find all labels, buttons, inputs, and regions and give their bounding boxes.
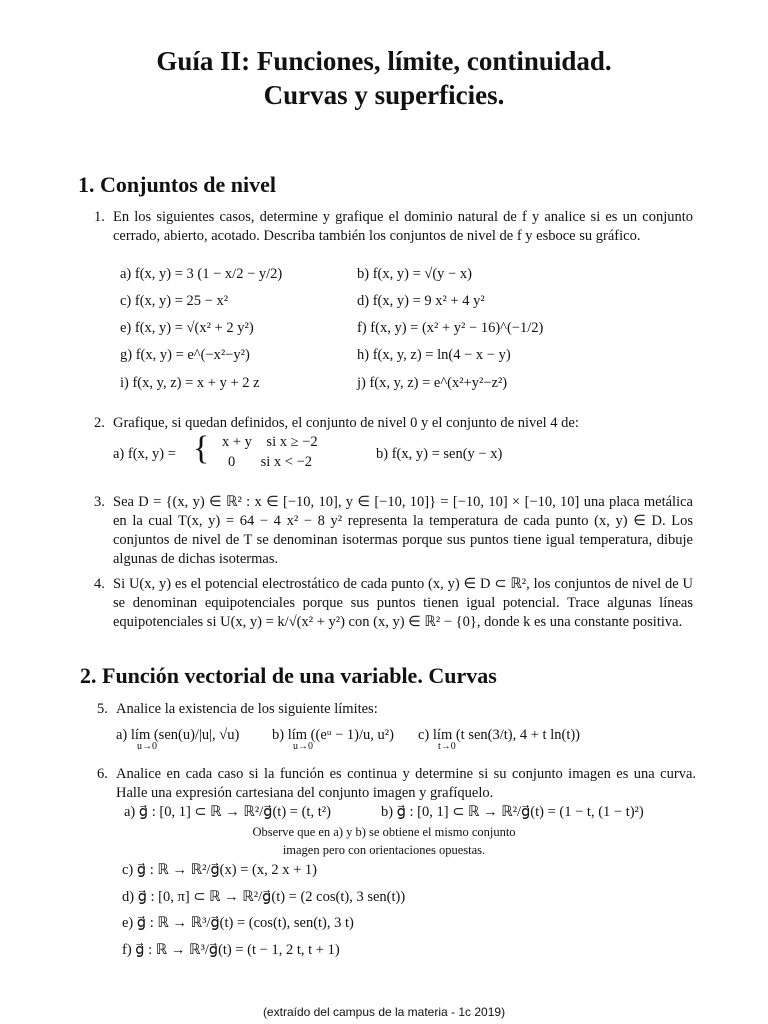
exercise-2-number: 2. [94, 415, 105, 431]
exercise-1-item-g: g) f(x, y) = e^(−x²−y²) [120, 347, 250, 363]
exercise-1-item-d: d) f(x, y) = 9 x² + 4 y² [357, 293, 485, 309]
exercise-1-item-a: a) f(x, y) = 3 (1 − x/2 − y/2) [120, 266, 283, 282]
exercise-6-note-line-2: imagen pero con orientaciones opuestas. [282, 843, 486, 857]
exercise-1-item-b: b) f(x, y) = √(y − x) [357, 266, 472, 282]
exercise-6-item-f: f) g⃗ : ℝ → ℝ³/g⃗(t) = (t − 1, 2 t, t + 1) [122, 942, 340, 958]
exercise-6-item-c: c) g⃗ : ℝ → ℝ²/g⃗(x) = (x, 2 x + 1) [122, 862, 317, 878]
exercise-1-number: 1. [94, 209, 105, 225]
page-title-line-2: Curvas y superficies. [263, 80, 505, 110]
exercise-6-item-a: a) g⃗ : [0, 1] ⊂ ℝ → ℝ²/g⃗(t) = (t, t²) [124, 804, 331, 820]
exercise-1-text: En los siguientes casos, determine y grafique el dominio natural de f y analice si es un conjunto cerrado, abierto, acotado. Describa también los conjuntos de nivel de f y esboce su gráfico. [113, 209, 693, 244]
section-1-heading: 1. Conjuntos de nivel [78, 172, 277, 197]
exercise-4-number: 4. [94, 576, 105, 592]
exercise-1-item-i: i) f(x, y, z) = x + y + 2 z [120, 375, 260, 391]
exercise-4-text: Si U(x, y) es el potencial electrostático de cada punto (x, y) ∈ D ⊂ ℝ², los conjuntos de nivel de U se denominan equipotenciales porque sus puntos tienen igual potencial. Trace algunas líneas equipotenciales si U(x, y) = k/√(x² + y²) con (x, y) ∈ ℝ² − {0}, donde k es una constante positiva. [113, 576, 693, 630]
exercise-5-item-c-subscript: t→0 [438, 741, 456, 752]
exercise-6-text: Analice en cada caso si la función es continua y determine si su conjunto imagen es una curva. Halle una expresión cartesiana del conjunto imagen y grafíquelo. [116, 766, 696, 801]
exercise-5-text: Analice la existencia de los siguiente límites: [116, 701, 378, 717]
section-2-heading: 2. Función vectorial de una variable. Curvas [80, 663, 497, 688]
exercise-3-number: 3. [94, 494, 105, 510]
exercise-5-item-a: a) lím (sen(u)/|u|, √u) [116, 727, 240, 743]
exercise-1-item-h: h) f(x, y, z) = ln(4 − x − y) [357, 347, 511, 363]
exercise-5-item-c: c) lím (t sen(3/t), 4 + t ln(t)) [418, 727, 580, 743]
exercise-1-item-e: e) f(x, y) = √(x² + 2 y²) [120, 320, 254, 336]
page-title-line-1: Guía II: Funciones, límite, continuidad. [156, 46, 612, 76]
exercise-5-number: 5. [97, 701, 108, 717]
exercise-2-item-b: b) f(x, y) = sen(y − x) [376, 446, 503, 462]
exercise-6-item-b: b) g⃗ : [0, 1] ⊂ ℝ → ℝ²/g⃗(t) = (1 − t, (1 − t)²) [381, 804, 644, 820]
exercise-6-item-e: e) g⃗ : ℝ → ℝ³/g⃗(t) = (cos(t), sen(t), 3 t) [122, 915, 354, 931]
exercise-6-item-d: d) g⃗ : [0, π] ⊂ ℝ → ℝ²/g⃗(t) = (2 cos(t), 3 sen(t)) [122, 889, 406, 905]
exercise-5-item-a-subscript: u→0 [137, 741, 157, 752]
exercise-5-item-b: b) lím ((eᵘ − 1)/u, u²) [272, 727, 394, 743]
exercise-5-item-b-subscript: u→0 [293, 741, 313, 752]
exercise-6-number: 6. [97, 766, 108, 782]
source-footer: (extraído del campus de la materia - 1c 2019) [262, 1005, 506, 1019]
exercise-6-note-line-1: Observe que en a) y b) se obtiene el mismo conjunto [252, 825, 516, 839]
exercise-1-item-c: c) f(x, y) = 25 − x² [120, 293, 229, 309]
exercise-1-item-j: j) f(x, y, z) = e^(x²+y²−z²) [357, 375, 508, 391]
exercise-2-case-2: 0 si x < −2 [228, 454, 313, 470]
exercise-2-item-a-label: a) f(x, y) = [113, 446, 176, 462]
exercise-3-text: Sea D = {(x, y) ∈ ℝ² : x ∈ [−10, 10], y ∈ [−10, 10]} = [−10, 10] × [−10, 10] una placa metálica en la cual T(x, y) = 64 − 4 x² − 8 y² representa la temperatura de cada punto (x, y) ∈ D. Los conjuntos de nivel de T se denominan isotermas porque sus puntos tiene igual temperatura, dibuje algunas de dichas isotermas. [113, 494, 693, 567]
exercise-1-item-f: f) f(x, y) = (x² + y² − 16)^(−1/2) [357, 320, 544, 336]
exercise-2-case-1: x + y si x ≥ −2 [222, 434, 318, 450]
piecewise-brace: { [193, 430, 210, 467]
exercise-2-text: Grafique, si quedan definidos, el conjunto de nivel 0 y el conjunto de nivel 4 de: [113, 415, 579, 431]
